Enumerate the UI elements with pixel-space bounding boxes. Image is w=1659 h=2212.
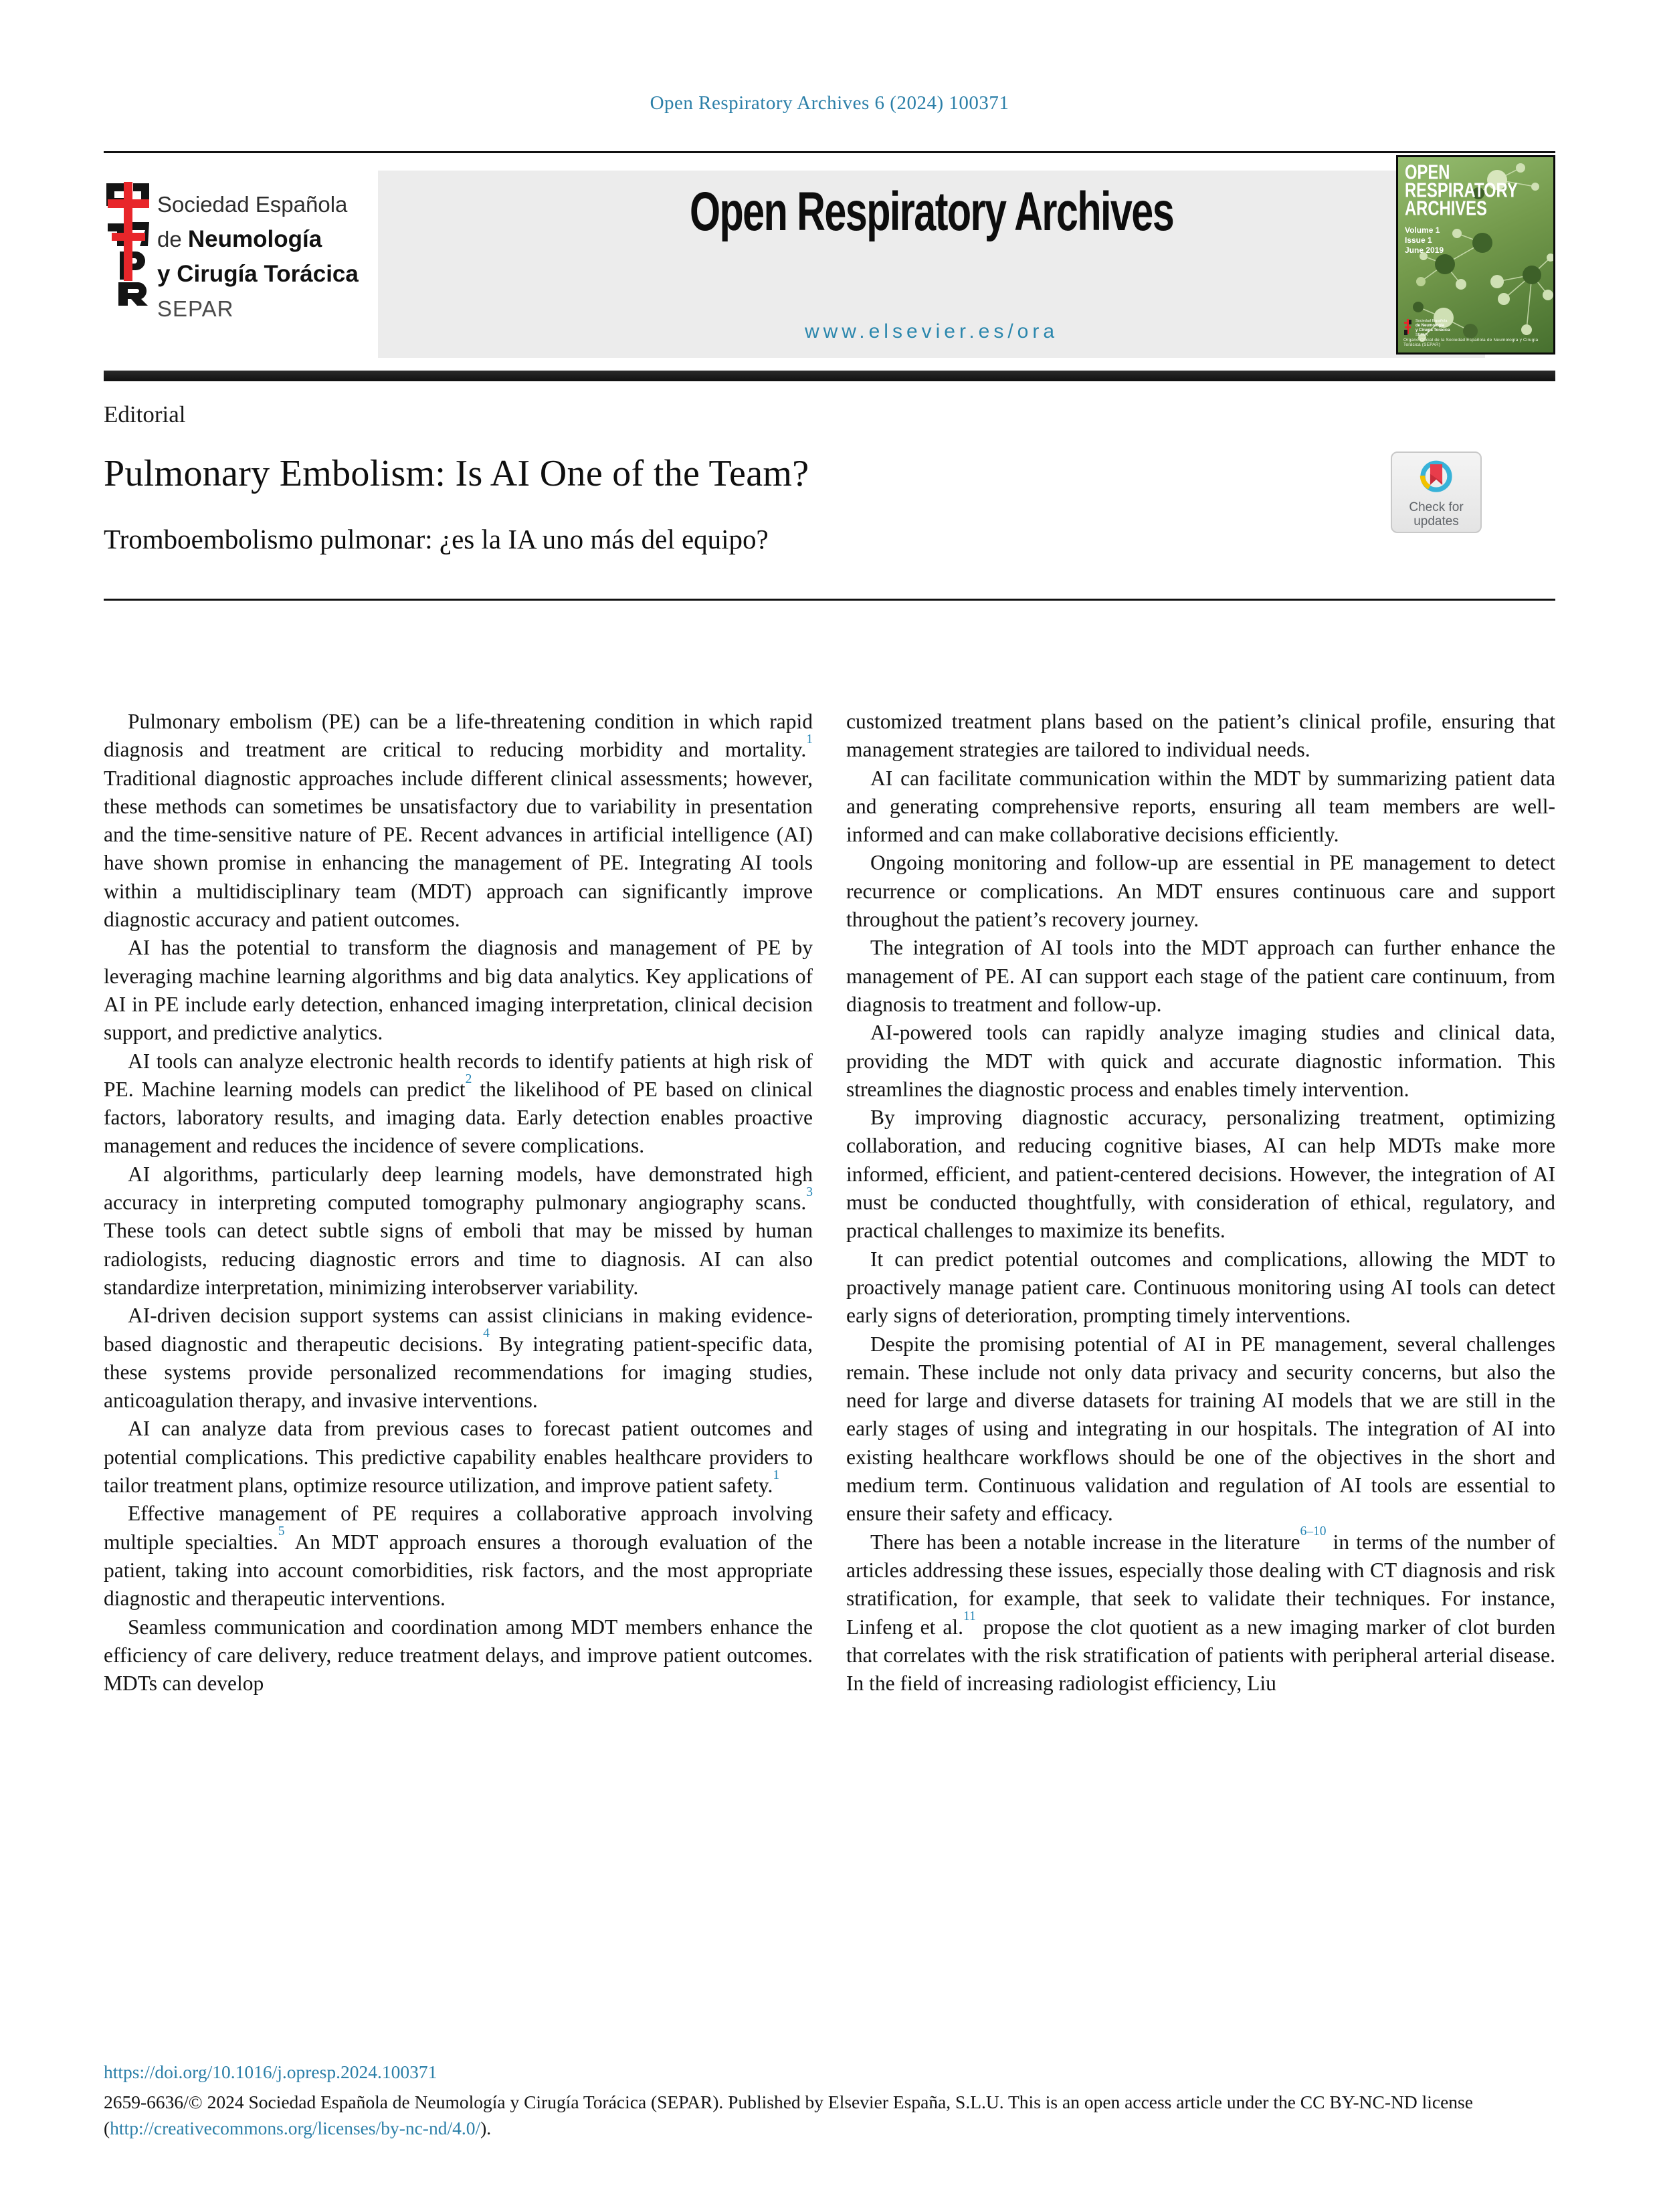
paragraph: AI can analyze data from previous cases to forecast patient outcomes and potential complications. This predictive capability enables healthcare providers to tailor treatment plans, optimize resource utilization, and improve patient safety.$^1$ <box>104 1417 813 1498</box>
cover-mini-separ-logo <box>1403 319 1450 338</box>
cover-footer-text: Organo Oficial de la Sociedad Española de Neumología y Cirugía Torácica (SEPAR) <box>1403 338 1539 347</box>
paragraph: Ongoing monitoring and follow-up are essential in PE management to detect recurrence or complications. An MDT ensures continuous care and support throughout the patient’s recovery journey. <box>846 851 1555 932</box>
cover-volume-info: Volume 1 Issue 1 June 2019 <box>1405 225 1444 255</box>
cover-mini-separ-mark <box>1403 319 1413 336</box>
reference-superscript[interactable]: 3 <box>806 1185 813 1199</box>
separ-line1: Sociedad Española <box>157 192 348 217</box>
separ-logo-mark <box>104 182 153 306</box>
masthead <box>104 155 1555 356</box>
reference-superscript[interactable]: 1 <box>773 1468 780 1482</box>
masthead-divider-bar <box>104 371 1555 381</box>
paragraph: Pulmonary embolism (PE) can be a life-threatening condition in which rapid diagnosis and treatment are critical to reducing morbidity and mortality.$^1$ Traditional diagnostic approaches include different clinical assessments; however, these methods can sometimes be unsatisfactory due to variability in presentation and the time-sensitive nature of PE. Recent advances in artificial intelligence (AI) have shown promise in enhancing the management of PE. Integrating AI tools within a multidisciplinary team (MDT) approach can significantly improve diagnostic accuracy and patient outcomes. <box>104 710 813 932</box>
reference-superscript[interactable]: 1 <box>806 732 813 747</box>
paragraph: AI can facilitate communication within the MDT by summarizing patient data and generating comprehensive reports, ensuring all team members are well-informed and can make collaborative decisions efficiently. <box>846 766 1555 847</box>
journal-website-link[interactable]: www.elsevier.es/ora <box>804 320 1059 342</box>
separ-logo-text <box>157 187 359 326</box>
separ-line3: y Cirugía Torácica <box>157 261 359 287</box>
doi-link[interactable]: https://doi.org/10.1016/j.opresp.2024.100371 <box>104 2062 437 2082</box>
paragraph: AI-powered tools can rapidly analyze imaging studies and clinical data, providing the MDT with quick and accurate diagnostic information. This streamlines the diagnostic process and enables timely intervention. <box>846 1021 1555 1101</box>
section-label: Editorial <box>104 401 186 427</box>
article-title-block <box>104 401 1555 555</box>
cover-mini-separ-text: Sociedad Española de Neumología y Cirugía Torácica SEPAR <box>1416 319 1450 337</box>
reference-superscript[interactable]: 6–10 <box>1300 1524 1327 1539</box>
body-column-right <box>846 708 1555 1698</box>
header-rule <box>104 151 1555 153</box>
reference-superscript[interactable]: 5 <box>278 1524 285 1539</box>
paragraph: AI has the potential to transform the diagnosis and management of PE by leveraging machine learning algorithms and big data analytics. Key applications of AI in PE include early detection, enhanced imaging interpretation, clinical decision support, and predictive analytics. <box>104 936 813 1045</box>
separ-line2: de Neumología <box>157 226 322 252</box>
reference-superscript[interactable]: 11 <box>963 1609 976 1624</box>
separ-line4: SEPAR <box>157 296 234 321</box>
journal-cover-thumbnail[interactable] <box>1396 155 1555 355</box>
body-column-left <box>104 708 813 1698</box>
journal-masthead-title: Open Respiratory Archives <box>689 181 1174 243</box>
title-divider-rule <box>104 599 1555 601</box>
cover-title: OPEN RESPIRATORY ARCHIVES <box>1405 161 1518 220</box>
paragraph: The integration of AI tools into the MDT approach can further enhance the management of PE. AI can support each stage of the patient care continuum, from diagnosis to treatment and follow-up. <box>846 936 1555 1016</box>
article-body <box>104 708 1555 1698</box>
reference-superscript[interactable]: 2 <box>465 1072 472 1086</box>
paragraph: AI-driven decision support systems can assist clinicians in making evidence-based diagnostic and therapeutic decisions.$^4$ By integrating patient-specific data, these systems provide personalized recommendations for imaging studies, anticoagulation therapy, and invasive interventions. <box>104 1304 813 1413</box>
copyright-text: 2659-6636/© 2024 Sociedad Española de Neumología y Cirugía Torácica (SEPAR). Published by Elsevier España, S.L.U. This is an open access article under the CC BY-NC-ND license (http://creativecommons.org/licenses/by-nc-nd/4.0/). <box>104 2092 1473 2138</box>
paragraph: customized treatment plans based on the patient’s clinical profile, ensuring that management strategies are tailored to individual needs. <box>846 710 1555 762</box>
paragraph: AI tools can analyze electronic health records to identify patients at high risk of PE. Machine learning models can predict$^2$ the likelihood of PE based on clinical factors, laboratory results, and imaging data. Early detection enables proactive management and reduces the incidence of severe complications. <box>104 1049 813 1158</box>
paragraph: There has been a notable increase in the literature$^{6-10}$ in terms of the number of articles addressing these issues, especially those dealing with CT diagnosis and risk stratification, for example, that seek to validate their techniques. For instance, Linfeng et al.$^{11}$ propose the clot quotient as a new imaging marker of clot burden that correlates with the risk stratification of patients with peripheral arterial disease. In the field of increasing radiologist efficiency, Liu <box>846 1524 1555 1696</box>
article-subtitle: Tromboembolismo pulmonar: ¿es la IA uno más del equipo? <box>104 524 769 555</box>
reference-superscript[interactable]: 4 <box>483 1326 490 1341</box>
paragraph: By improving diagnostic accuracy, personalizing treatment, optimizing collaboration, and reducing cognitive biases, AI can help MDTs make more informed, efficient, and patient-centered decisions. However, the integration of AI must be conducted thoughtfully, with consideration of ethical, regulatory, and practical challenges to maximize its benefits. <box>846 1106 1555 1243</box>
paragraph: AI algorithms, particularly deep learning models, have demonstrated high accuracy in interpreting computed tomography pulmonary angiography scans.$^3$ These tools can detect subtle signs of emboli that may be missed by human radiologists, reducing diagnostic errors and time to diagnosis. AI can also standardize interpretation, minimizing interobserver variability. <box>104 1162 813 1299</box>
page-footer <box>104 2059 1555 2141</box>
check-for-updates-icon <box>1417 458 1456 497</box>
check-for-updates-badge[interactable] <box>1391 451 1482 533</box>
check-for-updates-label: Check for updates <box>1409 500 1464 528</box>
paragraph: It can predict potential outcomes and complications, allowing the MDT to proactively manage patient care. Continuous monitoring using AI tools can detect early signs of deterioration, prompting timely interventions. <box>846 1247 1555 1328</box>
license-link[interactable]: http://creativecommons.org/licenses/by-nc-nd/4.0/ <box>110 2118 481 2138</box>
paragraph: Seamless communication and coordination among MDT members enhance the efficiency of care delivery, reduce treatment delays, and improve patient outcomes. MDTs can develop <box>104 1615 813 1696</box>
paragraph: Effective management of PE requires a collaborative approach involving multiple specialties.$^5$ An MDT approach ensures a thorough evaluation of the patient, taking into account comorbidities, risk factors, and the most appropriate diagnostic and therapeutic interventions. <box>104 1502 813 1611</box>
paragraph: Despite the promising potential of AI in PE management, several challenges remain. These include not only data privacy and security concerns, but also the need for large and diverse datasets for training AI models that we are still in the early stages of using and integrating in our hospitals. The integration of AI into existing healthcare workflows should be one of the objectives in the short and medium term. Continuous validation and regulation of AI tools are essential to ensure their safety and efficacy. <box>846 1332 1555 1526</box>
journal-citation[interactable]: Open Respiratory Archives 6 (2024) 100371 <box>650 92 1009 114</box>
journal-banner <box>378 171 1485 358</box>
article-title: Pulmonary Embolism: Is AI One of the Team? <box>104 453 809 494</box>
